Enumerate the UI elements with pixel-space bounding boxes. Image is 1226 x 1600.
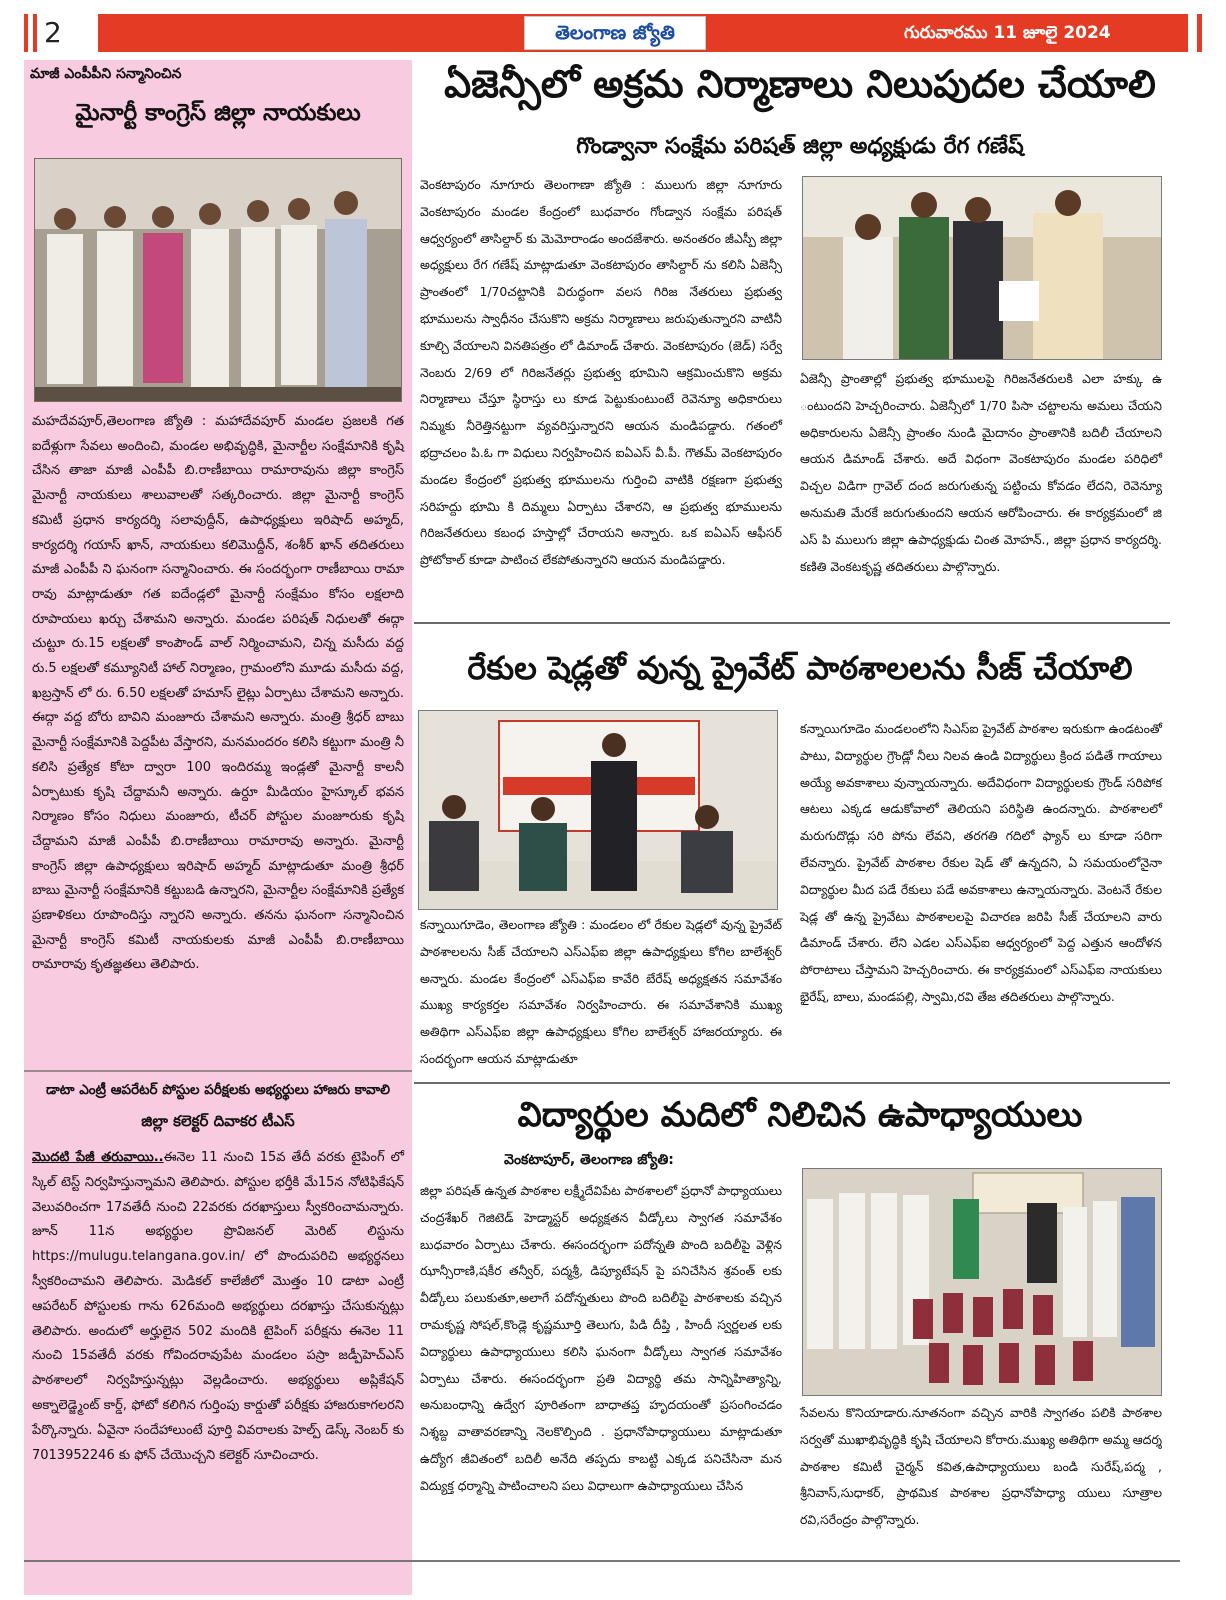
article1-photo bbox=[802, 176, 1162, 360]
left-story-kicker: మాజీ ఎంపీపీని సన్మానించిన bbox=[30, 66, 182, 82]
article2-divider bbox=[414, 1082, 1170, 1084]
group-photo-placeholder bbox=[35, 159, 401, 401]
article3-dateline: వెంకటాపూర్, తెలంగాణ జ్యోతి: bbox=[504, 1152, 674, 1168]
sfi-meeting-photo-placeholder bbox=[419, 711, 777, 909]
left-story2-lead: మొదటి పేజీ తరువాయి.. bbox=[32, 1150, 164, 1165]
left-story-body: మహదేవపూర్,తెలంగాణ జ్యోతి : మహాదేవపూర్ మండల ప్రజలకి గత ఐదేళ్లుగా సేవలు అందించి, మండల అభివృద్ధికి, మైనార్టీల సంక్షేమానికి కృషి చేసిన తాజా మాజీ ఎంపీపీ బి.రాణీబాయి రామారావును జిల్లా కాంగ్రెస్ మైనార్టీ నాయకులు శాలువాలతో సత్కరించారు. జిల్లా మైనార్టీ కాంగ్రెస్ కమిటీ ప్రధాన కార్యదర్శి సలావుద్దీన్, ఉపాధ్యక్షులు ఇరిషాద్ అహ్మద్, కార్యదర్శి గయాస్ ఖాన్, నాయకులు కలిమొద్దీన్, శంశీర్ ఖాన్ తదితరులు మాజీ ఎంపీపీ ని ఘనంగా సన్మానించారు. ఈ సందర్భంగా రాణీబాయి రామా రావు మాట్లాడుతూ గత ఐదేండ్లలో మైనార్టీ సంక్షేమం కోసం లక్షలాది రూపాయలు ఖర్చు చేశామని అన్నారు. మండల పరిషత్ నిధులతో ఈద్గా చుట్టూ రు.15 లక్షలతో కాంపౌండ్ వాల్ నిర్మించామని, చిన్న మసీదు వద్ద రు.5 లక్షలతో కమ్యూనిటీ హాల్ నిర్మాణం, గ్రామంలోని మూడు మసీదు వద్ద, ఖబ్రస్తాన్ లో రు. 6.50 లక్షలతో హమాస్ లైట్లు ఏర్పాటు చేశామని అన్నారు. ఈద్గా వద్ద బోరు బావిని మంజూరు చేశామని అన్నారు. మంత్రి శ్రీధర్ బాబు మైనార్టీ సంక్షేమానికి పెద్దపీట వేస్తారని, మనమందరం కలిసి కట్టుగా మంత్రి నీ కలిసి ప్రత్యేక కోటా ద్వారా 100 ఇందిరమ్మ ఇండ్లతో మైనార్టీ కాలనీ ఏర్పాటుకు కృషి చేద్దామనీ అన్నారు. ఉర్దూ మీడియం హైస్కూల్ భవన నిర్మాణం కోసం నిధులు మంజూరు, టీచర్ పోస్టుల మంజూరుకు కృషి చేద్దామని మాజీ ఎంపీపీ బి.రాణీబాయి రామారావు అన్నారు. మైనార్టీ కాంగ్రెస్ జిల్లా ఉపాధ్యక్షులు ఇరిషాద్ అహ్మద్ మాట్లాడుతూ మంత్రి శ్రీధర్ బాబు మైనార్టీ సంక్షేమానికి కట్టుబడి ఉన్నారని, మైనార్టీల సంక్షేమానికి ప్రత్యేక ప్రణాళికలు రూపొందిస్తు న్నారని అన్నారు. తనను ఘనంగా సన్మానించిన మైనార్టీ కాంగ్రెస్ కమిటీ నాయకులకు మాజీ ఎంపీపీ బి.రాణీబాయి రామారావు కృతజ్ఞతలు తెలిపారు. bbox=[32, 414, 404, 973]
header-left-bar bbox=[24, 14, 28, 52]
left-story2-headline: డాటా ఎంట్రీ ఆపరేటర్ పోస్టుల పరీక్షలకు అభ్యర్థులు హాజరు కావాలి bbox=[45, 1082, 391, 1098]
article2-body-bottom: కన్నాయిగూడెం, తెలంగాణ జ్యోతి : మండలం లో రేకుల షెడ్లలో వున్న ప్రైవేట్ పాఠశాలలను సీజ్ చేయాలని ఎస్ఎఫ్ఐ జిల్లా ఉపాధ్యక్షులు కోగిల బాలేశ్వర్ అన్నారు. మండల కేంద్రంలో ఎస్ఎఫ్ఐ కావేరి బేరేష్ అధ్యక్షతన సమావేశం ముఖ్య కార్యకర్తల సమావేశం నిర్వహించారు. ఈ సమావేశానికి ముఖ్య అతిథిగా ఎస్ఎఫ్ఐ జిల్లా ఉపాధ్యక్షులు కోగిల బాలేశ్వర్ హాజరయ్యారు. ఈ సందర్భంగా ఆయన మాట్లాడుతూ bbox=[420, 917, 782, 1066]
left-story-photo bbox=[34, 158, 402, 402]
left-story2-body-wrap bbox=[32, 1146, 404, 1468]
header-right-bar bbox=[1197, 14, 1202, 52]
header-left-bar-2 bbox=[33, 14, 37, 52]
memorandum-photo-placeholder bbox=[803, 177, 1161, 359]
article1-headline: ఏజెన్సీలో అక్రమ నిర్మాణాలు నిలుపుదల చేయాలి bbox=[444, 62, 1156, 106]
article1-divider bbox=[414, 622, 1170, 624]
left-story-headline: మైనార్టీ కాంగ్రెస్ జిల్లా నాయకులు bbox=[75, 100, 361, 126]
page-bottom-rule bbox=[24, 1560, 1180, 1562]
article2-headline: రేకుల షెడ్లతో వున్న ప్రైవేట్ పాఠశాలలను సీజ్ చేయాలి bbox=[467, 649, 1133, 687]
article3-body-right: సేవలను కొనియాడారు.నూతనంగా వచ్చిన వారికి స్వాగతం పలికి పాఠశాల సర్వతో ముఖాభివృద్ధికి కృషి చేయాలని కోరారు.ముఖ్య అతిథిగా అమ్మ ఆదర్శ పాఠశాల కమిటీ చైర్మన్ కవిత,ఉపాధ్యాయులు బండి సురేష్,పద్మ , శ్రీనివాస్,సుధాకర్, ప్రాథమిక పాఠశాల ప్రధానోపాధ్యా యులు సూత్రాల రవి,సరేంద్రం పాల్గొన్నారు. bbox=[800, 1405, 1162, 1528]
left-story2-body: ఈనెల 11 నుంచి 15వ తేదీ వరకు టైపింగ్ లో స్కిల్ టెస్ట్ నిర్వహిస్తున్నామని తెలిపారు. పోస్టుల భర్తీకి మే15న నోటిఫికేషన్ వెలువరించగా 17వతేదీ నుంచి 22వరకు దరఖాస్తులు స్వీకరించామన్నారు. జూన్ 11న అభ్యర్థుల ప్రొవిజనల్ మెరిట్ లిస్టును https://mulugu.telangana.gov.in/ లో పొందుపరిచి అభ్యర్థనలు స్వీకరించామని తెలిపారు. మెడికల్ కాలేజీలో మొత్తం 10 డాటా ఎంట్రీ ఆపరేటర్ పోస్టులకు గాను 626మంది అభ్యర్థులు దరఖాస్తు చేసుకున్నట్లు తెలిపారు. అందులో అర్హులైన 502 మందికి టైపింగ్ పరీక్షను ఈనెల 11 నుంచి 15వతేదీ వరకు గోవిందరావుపేట మండలం పస్రా జడ్పీహెచ్ఎస్ పాఠశాలలో నిర్వహిస్తున్నట్లు వెల్లడించారు. అభ్యర్థులు అప్లికేషన్ అక్నాలెడ్జ్మెంట్ కార్డ్, ఫోటో కలిగిన గుర్తింపు కార్డుతో పరీక్షకు హాజరుకాగలరని పేర్కొన్నారు. ఏవైనా సందేహాలుంటే పూర్తి వివరాలకు హెల్ప్ డెస్క్ నెంబర్ కు 7013952246 కు ఫోన్ చేయొచ్చని కలెక్టర్ సూచించారు. bbox=[32, 1150, 405, 1463]
left-story2-subhead: జిల్లా కలెక్టర్ దివాకర టీఎస్ bbox=[141, 1112, 295, 1130]
masthead-logo: తెలంగాణ జ్యోతి bbox=[524, 16, 706, 50]
issue-date: గురువారము 11 జూలై 2024 bbox=[904, 23, 1111, 43]
article3-body-left: జిల్లా పరిషత్ ఉన్నత పాఠశాల లక్ష్మీదేవిపేట పాఠశాలలో ప్రధానో పాధ్యాయులు చంద్రశేఖర్ గెజిటెడ్ హెడ్మాస్టర్ అధ్యక్షతన వీడ్కోలు స్వాగత సమావేశం బుధవారం ఏర్పాటు చేశారు. ఈసందర్భంగా పదోన్నతి పొంది బదిలీపై వెళ్లిన ఝాన్సీరాణి,షకీర తన్వీర్, పద్మశ్రీ, డిప్యూటేషన్ పై పనిచేసిన శ్రవంత్ లకు వీడ్కోలు పలుకుతూ,అలాగే పదోన్నతులు పొంది బదిలీపై పాఠశాలకు వచ్చిన రామకృష్ణ సోషల్,కొండ్లె కృష్ణమూర్తి తెలుగు, పిడి దీప్తి , హిందీ స్వర్ణలత లకు విద్యార్థులు ఉపాధ్యాయులు కలిసి ఘనంగా వీడ్కోలు స్వాగత సమావేశం ఏర్పాటు చేశారు. ఈసందర్భంగా ప్రతి విద్యార్థి తమ సాన్నిహిత్యాన్ని, అనుబంధాన్ని ఉద్వేగ పూరితంగా బాధాతప్త హృదయంతో ప్రసంగించడం నిశ్శబ్ద వాతావరణాన్ని నెలకొల్పింది . ప్రధానోపాధ్యాయులు మాట్లాడుతూ ఉద్యోగ జీవితంలో బదిలీ అనేది తప్పదు కాబట్టి ఎక్కడ పనిచేసినా మన విద్యుక్త ధర్మాన్ని పాటించాలని పలు విధాలుగా ఉపాధ్యాయులు చేసిన bbox=[420, 1183, 782, 1493]
page-number: 2 bbox=[44, 16, 62, 49]
article2-photo bbox=[418, 710, 778, 910]
article2-body-right: కన్నాయిగూడెం మండలంలోని సిఎస్ఐ ప్రైవేట్ పాఠశాల ఇరుకుగా ఉండటంతో పాటు, విద్యార్థుల గ్రౌండ్లో నీలు నిలవ ఉండి విద్యార్థులు క్రింద పడితే గాయాలు అయ్యే అవకాశాలు వున్నాయన్నారు. అదేవిధంగా విద్యార్థులకు గ్రౌండ్ సరిపోక ఆటలు ఎక్కడ ఆడుకోవాలో తెలియని పరిస్థితి ఉందన్నారు. పాఠశాలలో మరుగుదొడ్లు సరి పోను లేవని, తరగతి గదిలో ఫ్యాన్ లు కూడా సరిగా లేవన్నారు. ప్రైవేట్ పాఠశాల రేకుల షెడ్ తో ఉన్నదని, ఏ సమయంలోనైనా విద్యార్థుల మీద పడే రేకులు పడే అవకాశాలు ఉన్నాయన్నారు. వెంటనే రేకుల షెడ్ల తో ఉన్న ప్రైవేటు పాఠశాలలపై విచారణ జరిపి సీజ్ చేయాలని వారు డిమాండ్ చేశారు. లేని ఎడల ఎస్ఎఫ్ఐ ఆధ్వర్యంలో పెద్ద ఎత్తున ఆందోళన పోరాటాలు చేస్తామని హెచ్చరించారు. ఈ కార్యక్రమంలో ఎస్ఎఫ్ఐ నాయకులు భైరేష్, బాలు, మండపల్లి, స్వామి,రవి తేజ తదితరులు పాల్గొన్నారు. bbox=[800, 721, 1162, 1004]
left-column-divider bbox=[24, 1070, 412, 1072]
article1-subhead: గొండ్వానా సంక్షేమ పరిషత్ జిల్లా అధ్యక్షుడు రేగ గణేష్ bbox=[576, 134, 1024, 159]
article1-body-left: వెంకటాపురం నూగూరు తెలంగాణా జ్యోతి : ములుగు జిల్లా నూగూరు వెంకటాపురం మండల కేంద్రంలో బుధవారం గోండ్వాన సంక్షేమ పరిషత్ ఆధ్వర్యంలో తాసిల్దార్ కు మెమోరాండం అందజేశారు. అనంతరం జీఎస్పీ జిల్లా అధ్యక్షులు రేగ గణేష్ మాట్లాడుతూ వెంకటాపురం తాసిల్దార్ ను కలిసి ఏజెన్సీ ప్రాంతంలో 1/70చట్టానికి విరుద్ధంగా వలస గిరిజ నేతరులు ప్రభుత్వ భూములను స్వాధీనం చేసుకొని అక్రమ నిర్మాణాలు జరుపుతున్నారని వాటినీ కూల్చి వేయాలని వినతిపత్రం లో డిమాండ్ చేశారు. వెంకటాపురం (జెడ్) సర్వే నెంబరు 2/69 లో గిరిజనేతర్లు ప్రభుత్వ భూమిని ఆక్రమించుకొని అక్రమ నిర్మాణాలు చేస్తూ స్థిరాస్తు లు కూడ పెట్టుకుంటుంటే రెవెన్యూ అధికారులు నిమ్మకు నీరెత్తినట్టుగా వ్యవరిస్తున్నారని ఆయన మండిపడ్డారు. గతంలో భద్రాచలం పి.ఓ గా విధులు నిర్వహించిన ఐఏఎస్ వీ.పీ. గౌతమ్ వెంకటాపురం మండల కేంద్రంలో ప్రభుత్వ భూములను గుర్తించి వాటికి రక్షణగా ప్రభుత్వ సరిహద్దు భూమి కి దిమ్మలు ఏర్పాటు చేశారని, ఆ ప్రభుత్వ భూములను గిరిజనేతరులు కబంధ హస్తాల్లో చేరాయని అన్నారు. ఒక ఐఏఎస్ ఆఫీసర్ ప్రోటోకాల్ కూడా పాటించ లేకపోతున్నారని ఆయన మండిపడ్డారు. bbox=[420, 177, 782, 568]
page-header bbox=[24, 14, 1202, 52]
article3-headline: విద్యార్థుల మదిలో నిలిచిన ఉపాధ్యాయులు bbox=[517, 1095, 1083, 1135]
school-farewell-photo-placeholder bbox=[803, 1169, 1161, 1395]
left-column bbox=[24, 60, 412, 1595]
article1-body-right: ఏజెన్సీ ప్రాంతాల్లో ప్రభుత్వ భూములపై గిరిజనేతరులకి ఎలా హక్కు ఉ ంటుందని హెచ్చరించారు. ఏజెన్సీలో 1/70 పిసా చట్టాలను అమలు చేయని అధికారులను ఏజెన్సీ ప్రాంతం నుండి మైదానం ప్రాంతానికి బదిలీ చేయాలని ఆయన డిమాండ్ చేశారు. అదే విధంగా వెంకటాపురం మండల పరిధిలో విచ్చల విడిగా గ్రావెల్ దంద జరుగుతున్న పట్టించు కోవడం లేదని, రెవెన్యూ అనుమతి మేరకే జరుగుతుందని ఆయన ఆరోపించారు. ఈ కార్యక్రమంలో జి ఎస్ పి ములుగు జిల్లా ఉపాధ్యక్షుడు చింత మోహన్., జిల్లా ప్రధాన కార్యదర్శి. కణితి వెంకటకృష్ణ తదితరులు పాల్గొన్నారు. bbox=[800, 371, 1162, 574]
article3-photo bbox=[802, 1168, 1162, 1396]
